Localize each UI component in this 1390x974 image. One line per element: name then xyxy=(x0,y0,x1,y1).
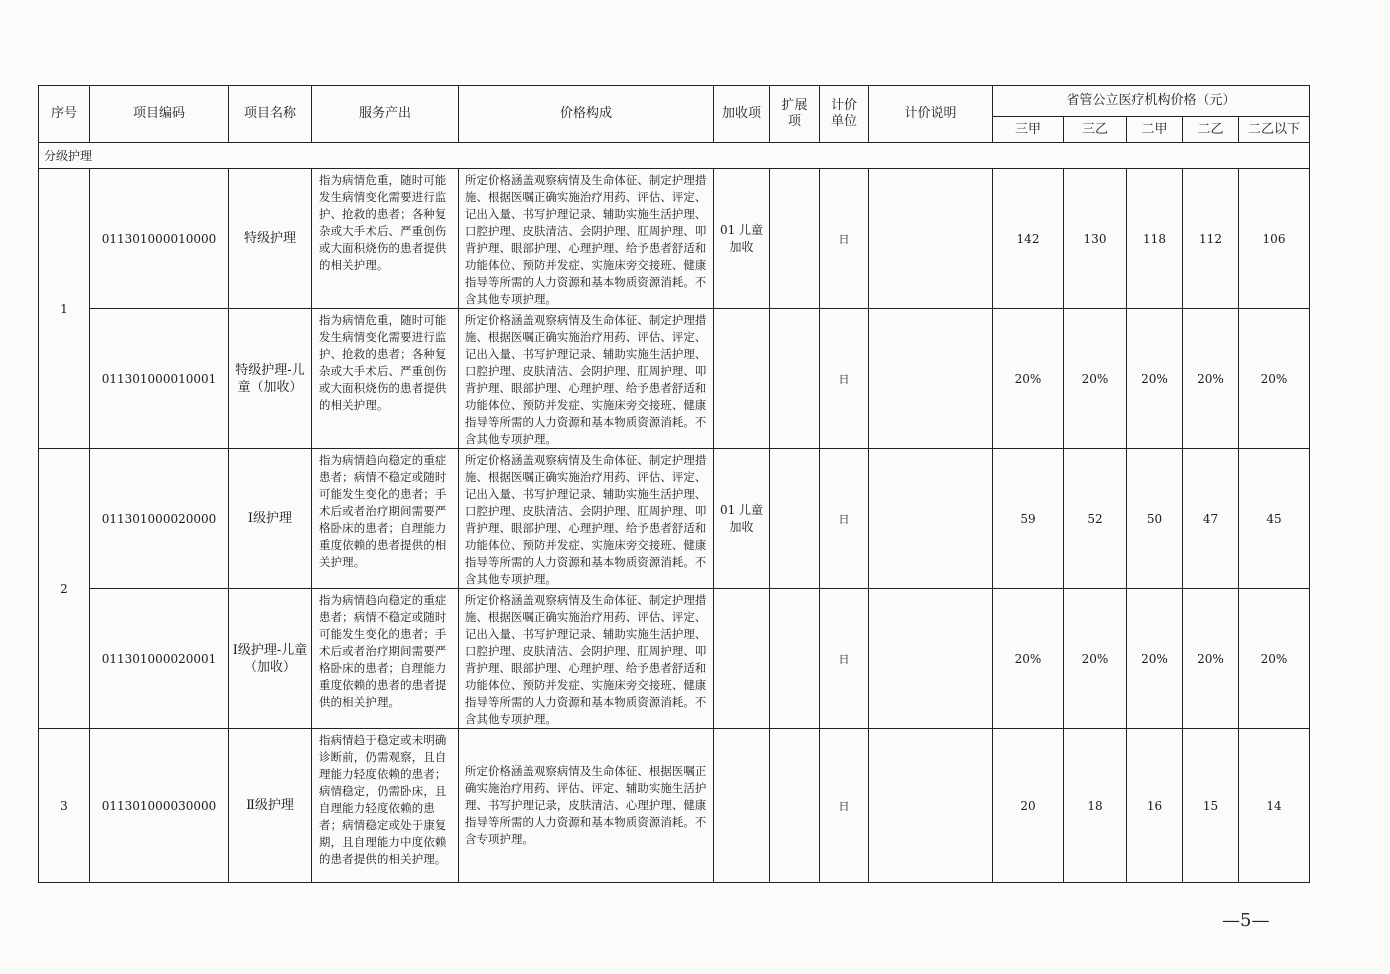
price-cell: 20% xyxy=(993,309,1064,449)
table-row xyxy=(39,309,1310,449)
header-note: 计价说明 xyxy=(869,86,993,143)
price-composition: 所定价格涵盖观察病情及生命体征、制定护理措施、根据医嘱正确实施治疗用药、评估、评定、记出入量、书写护理记录、辅助实施生活护理、口腔护理、皮肤清洁、会阴护理、肛周护理、叩背护理、眼部护理、心理护理、给予患者舒适和功能体位、预防并发症、实施床旁交接班、健康指导等所需的人力资源和基本物质资源消耗。不含其他专项护理。 xyxy=(459,169,714,309)
price-cell: 59 xyxy=(993,449,1064,589)
header-service: 服务产出 xyxy=(312,86,459,143)
price-composition: 所定价格涵盖观察病情及生命体征、制定护理措施、根据医嘱正确实施治疗用药、评估、评定、记出入量、书写护理记录、辅助实施生活护理、口腔护理、皮肤清洁、会阴护理、肛周护理、叩背护理、眼部护理、心理护理、给予患者舒适和功能体位、预防并发症、实施床旁交接班、健康指导等所需的人力资源和基本物质资源消耗。不含其他专项护理。 xyxy=(459,449,714,589)
addon-item: 01 儿童加收 xyxy=(714,449,770,589)
price-cell: 14 xyxy=(1239,729,1310,883)
item-code: 011301000020000 xyxy=(90,449,229,589)
price-cell: 20% xyxy=(1183,309,1239,449)
price-cell: 20% xyxy=(993,589,1064,729)
header-level: 二乙以下 xyxy=(1239,117,1310,143)
price-cell: 118 xyxy=(1127,169,1183,309)
pricing-note xyxy=(869,589,993,729)
price-cell: 47 xyxy=(1183,449,1239,589)
ext-item xyxy=(770,449,820,589)
price-cell: 50 xyxy=(1127,449,1183,589)
price-cell: 112 xyxy=(1183,169,1239,309)
item-name: 特级护理 xyxy=(229,169,312,309)
price-cell: 16 xyxy=(1127,729,1183,883)
pricing-unit: 日 xyxy=(820,589,869,729)
ext-item xyxy=(770,589,820,729)
price-cell: 20% xyxy=(1239,309,1310,449)
pricing-note xyxy=(869,309,993,449)
item-name: Ⅱ级护理 xyxy=(229,729,312,883)
price-cell: 20% xyxy=(1127,589,1183,729)
price-cell: 106 xyxy=(1239,169,1310,309)
pricing-note xyxy=(869,449,993,589)
price-cell: 20 xyxy=(993,729,1064,883)
row-seq: 2 xyxy=(39,449,90,729)
table-row xyxy=(39,729,1310,883)
header-unit: 计价单位 xyxy=(820,86,869,143)
pricing-note xyxy=(869,729,993,883)
price-cell: 45 xyxy=(1239,449,1310,589)
header-composition: 价格构成 xyxy=(459,86,714,143)
header-level: 三乙 xyxy=(1064,117,1127,143)
pricing-unit: 日 xyxy=(820,309,869,449)
item-name: Ⅰ级护理 xyxy=(229,449,312,589)
price-cell: 130 xyxy=(1064,169,1127,309)
item-code: 011301000030000 xyxy=(90,729,229,883)
header-code: 项目编码 xyxy=(90,86,229,143)
addon-item xyxy=(714,729,770,883)
price-cell: 20% xyxy=(1127,309,1183,449)
header-level: 二乙 xyxy=(1183,117,1239,143)
price-cell: 20% xyxy=(1064,589,1127,729)
price-composition: 所定价格涵盖观察病情及生命体征、制定护理措施、根据医嘱正确实施治疗用药、评估、评定、记出入量、书写护理记录、辅助实施生活护理、口腔护理、皮肤清洁、会阴护理、肛周护理、叩背护理、眼部护理、心理护理、给予患者舒适和功能体位、预防并发症、实施床旁交接班、健康指导等所需的人力资源和基本物质资源消耗。不含其他专项护理。 xyxy=(459,309,714,449)
price-cell: 20% xyxy=(1064,309,1127,449)
section-title: 分级护理 xyxy=(39,143,1310,169)
service-output: 指为病情危重，随时可能发生病情变化需要进行监护、抢救的患者；各种复杂或大手术后、严重创伤或大面积烧伤的患者提供的相关护理。 xyxy=(312,169,459,309)
row-seq: 3 xyxy=(39,729,90,883)
ext-item xyxy=(770,169,820,309)
price-cell: 142 xyxy=(993,169,1064,309)
addon-item xyxy=(714,589,770,729)
item-code: 011301000010000 xyxy=(90,169,229,309)
price-composition: 所定价格涵盖观察病情及生命体征、根据医嘱正确实施治疗用药、评估、评定、辅助实施生活护理、书写护理记录，皮肤清洁、心理护理、健康指导等所需的人力资源和基本物质资源消耗。不含专项护理。 xyxy=(459,729,714,883)
service-output: 指为病情趋向稳定的重症患者；病情不稳定或随时可能发生变化的患者；手术后或者治疗期间需要严格卧床的患者；自理能力重度依赖的患者的患者提供的相关护理。 xyxy=(312,589,459,729)
header-ext: 扩展项 xyxy=(770,86,820,143)
item-name: Ⅰ级护理-儿童（加收） xyxy=(229,589,312,729)
header-level: 三甲 xyxy=(993,117,1064,143)
page-number: —5— xyxy=(1222,910,1270,931)
item-code: 011301000020001 xyxy=(90,589,229,729)
addon-item xyxy=(714,309,770,449)
ext-item xyxy=(770,729,820,883)
ext-item xyxy=(770,309,820,449)
price-cell: 15 xyxy=(1183,729,1239,883)
pricing-unit: 日 xyxy=(820,729,869,883)
service-output: 指为病情趋向稳定的重症患者；病情不稳定或随时可能发生变化的患者；手术后或者治疗期间需要严格卧床的患者；自理能力重度依赖的患者提供的相关护理。 xyxy=(312,449,459,589)
row-seq: 1 xyxy=(39,169,90,449)
header-level: 二甲 xyxy=(1127,117,1183,143)
header-seq: 序号 xyxy=(39,86,90,143)
item-code: 011301000010001 xyxy=(90,309,229,449)
price-cell: 18 xyxy=(1064,729,1127,883)
header-name: 项目名称 xyxy=(229,86,312,143)
price-cell: 20% xyxy=(1183,589,1239,729)
header-addon: 加收项 xyxy=(714,86,770,143)
service-output: 指为病情危重，随时可能发生病情变化需要进行监护、抢救的患者；各种复杂或大手术后、严重创伤或大面积烧伤的患者提供的相关护理。 xyxy=(312,309,459,449)
price-cell: 52 xyxy=(1064,449,1127,589)
price-cell: 20% xyxy=(1239,589,1310,729)
pricing-table xyxy=(38,85,1310,883)
item-name: 特级护理-儿童（加收） xyxy=(229,309,312,449)
pricing-unit: 日 xyxy=(820,169,869,309)
service-output: 指病情趋于稳定或未明确诊断前，仍需观察，且自理能力轻度依赖的患者；病情稳定，仍需卧床，且自理能力轻度依赖的患者；病情稳定或处于康复期，且自理能力中度依赖的患者提供的相关护理。 xyxy=(312,729,459,883)
price-composition: 所定价格涵盖观察病情及生命体征、制定护理措施、根据医嘱正确实施治疗用药、评估、评定、记出入量、书写护理记录、辅助实施生活护理、口腔护理、皮肤清洁、会阴护理、肛周护理、叩背护理、眼部护理、心理护理、给予患者舒适和功能体位、预防并发症、实施床旁交接班、健康指导等所需的人力资源和基本物质资源消耗。不含其他专项护理。 xyxy=(459,589,714,729)
pricing-unit: 日 xyxy=(820,449,869,589)
table-row xyxy=(39,449,1310,589)
table-row xyxy=(39,169,1310,309)
section-row xyxy=(39,143,1310,169)
header-price-group: 省管公立医疗机构价格（元） xyxy=(993,86,1310,117)
header-row-top xyxy=(39,86,1310,117)
addon-item: 01 儿童加收 xyxy=(714,169,770,309)
table-row xyxy=(39,589,1310,729)
pricing-note xyxy=(869,169,993,309)
